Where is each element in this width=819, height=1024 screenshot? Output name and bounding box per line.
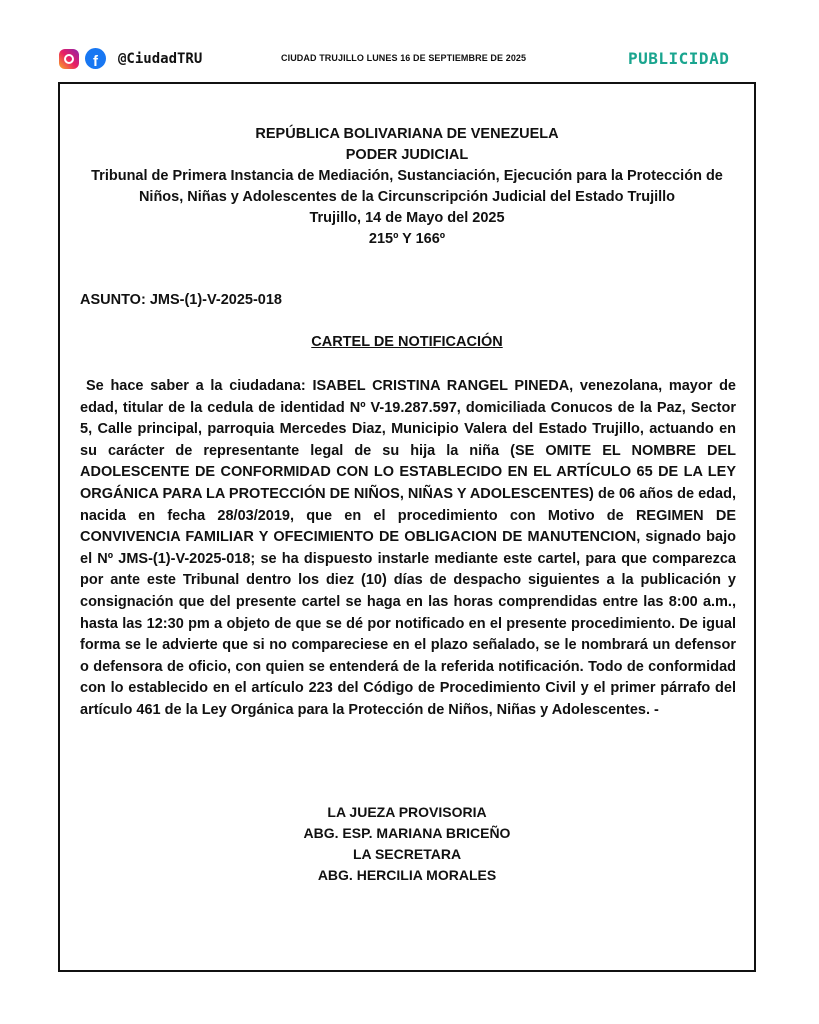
heading-years: 215º Y 166º	[368, 231, 446, 247]
newspaper-dateline: CIUDAD TRUJILLO LUNES 16 DE SEPTIEMBRE DE 2025	[281, 53, 527, 63]
section-label: PUBLICIDAD	[628, 49, 730, 68]
heading-branch: PODER JUDICIAL	[345, 147, 469, 163]
notice-heading	[60, 124, 754, 250]
notice-body: Se hace saber a la ciudadana: ISABEL CRISTINA RANGEL PINEDA, venezolana, mayor de edad, titular de la cedula de identidad Nº V-19.287.597, domiciliada Conucos de la Paz, Sector 5, Calle principal, parroquia Mercedes Diaz, Municipio Valera del Estado Trujillo, actuando en su carácter de representante legal de su hija la niña (SE OMITE EL NOMBRE DEL ADOLESCENTE DE CONFORMIDAD CON LO ESTABLECIDO EN EL ARTÍCULO 65 DE LA LEY ORGÁNICA PARA LA PROTECCIÓN DE NIÑOS, NIÑAS Y ADOLESCENTES) de 06 años de edad, nacida en fecha 28/03/2019, que en el procedimiento con Motivo de REGIMEN DE CONVIVENCIA FAMILIAR Y OFECIMIENTO DE OBLIGACION DE MANUTENCION, signado bajo el Nº JMS-(1)-V-2025-018; se ha dispuesto instarle mediante este cartel, para que comparezca por ante este Tribunal dentro los diez (10) días de despacho siguientes a la publicación y consignación que del presente cartel se haga en las horas comprendidas entre las 8:00 a.m., hasta las 12:30 pm a objeto de que se dé por notificado en el presente procedimiento. De igual forma se le advierte que si no compareciese en el plazo señalado, se le nombrará un defensor o defensora de oficio, con quien se entenderá de la referida notificación. Todo de conformidad con lo establecido en el artículo 223 del Código de Procedimiento Civil y el primer párrafo del artículo 461 de la Ley Orgánica para la Protección de Niños, Niñas y Adolescentes. -	[80, 378, 736, 718]
signature-judge-name: ABG. ESP. MARIANA BRICEÑO	[303, 825, 511, 841]
heading-court: Tribunal de Primera Instancia de Mediación, Sustanciación, Ejecución para la Protección de Niños, Niñas y Adolescentes de la Circunscripción Judicial del Estado Trujillo	[91, 168, 723, 205]
signature-block	[60, 802, 754, 886]
heading-date: Trujillo, 14 de Mayo del 2025	[309, 210, 505, 226]
notice-title: CARTEL DE NOTIFICACIÓN	[311, 334, 503, 350]
instagram-icon[interactable]	[59, 49, 79, 69]
facebook-icon[interactable]: f	[85, 48, 106, 69]
social-handles	[59, 48, 202, 69]
legal-notice-box	[58, 82, 756, 972]
case-subject: ASUNTO: JMS-(1)-V-2025-018	[80, 292, 282, 308]
social-handle[interactable]: @CiudadTRU	[118, 50, 203, 67]
top-bar	[0, 46, 819, 76]
signature-secretary-name: ABG. HERCILIA MORALES	[317, 867, 497, 883]
signature-judge-title: LA JUEZA PROVISORIA	[327, 804, 487, 820]
heading-country: REPÚBLICA BOLIVARIANA DE VENEZUELA	[255, 126, 559, 142]
signature-secretary-title: LA SECRETARA	[352, 846, 462, 862]
